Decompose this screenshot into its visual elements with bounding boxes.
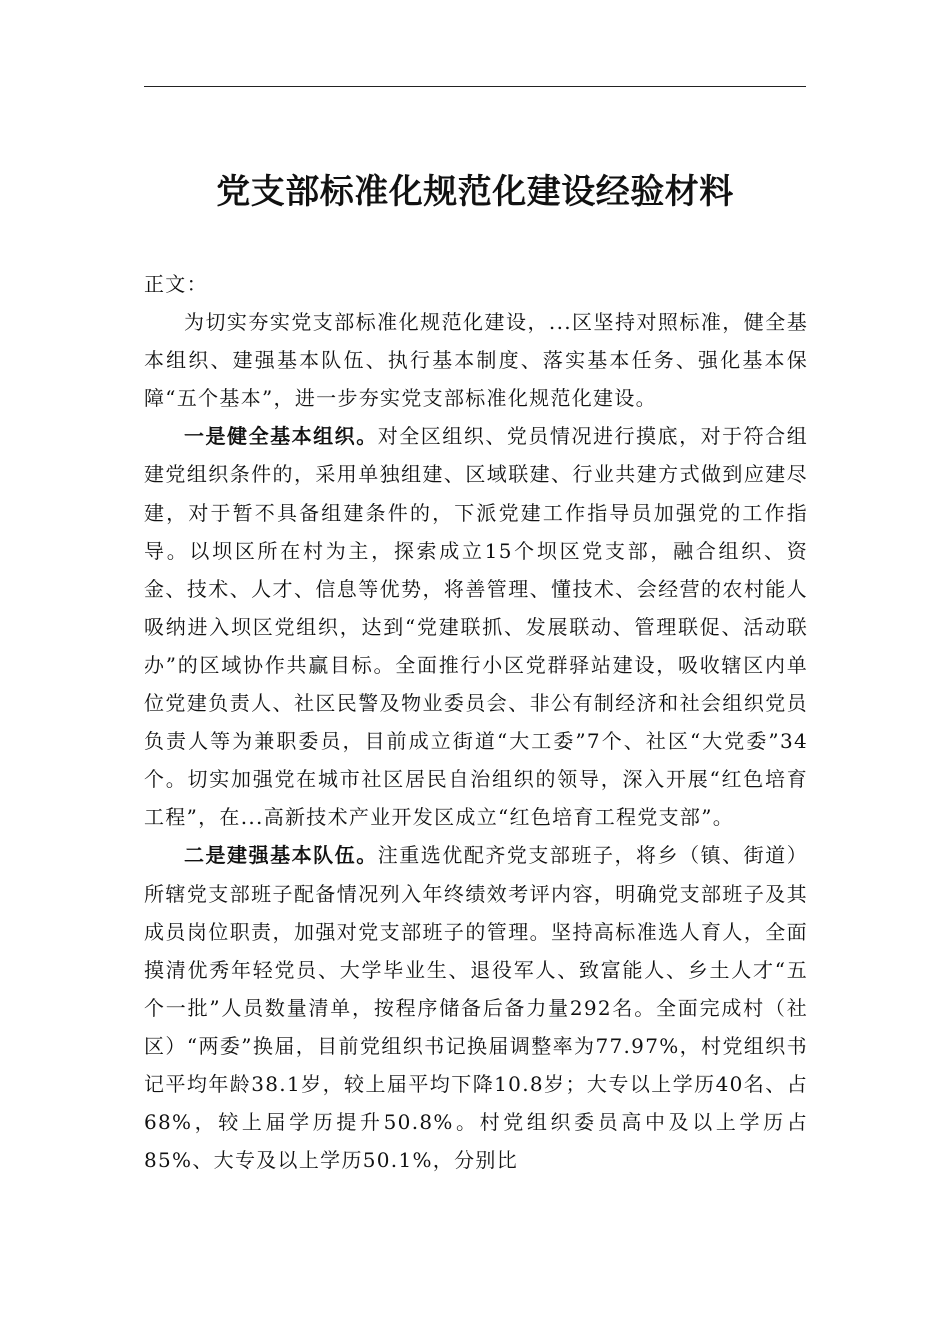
paragraph-basic-team xyxy=(144,836,808,1179)
paragraph-basic-organization xyxy=(144,417,808,836)
paragraph-intro xyxy=(144,303,808,417)
paragraph-lead: 一是健全基本组织。 xyxy=(184,424,378,449)
paragraph-lead: 二是建强基本队伍。 xyxy=(184,843,378,868)
paragraph-text: 注重选优配齐党支部班子，将乡（镇、街道）所辖党支部班子配备情况列入年终绩效考评内容，明确党支部班子及其成员岗位职责，加强对党支部班子的管理。坚持高标准选人育人，全面摸清优秀年轻党员、大学毕业生、退役军人、致富能人、乡土人才“五个一批”人员数量清单，按程序储备后备力量292名。全面完成村（社区）“两委”换届，目前党组织书记换届调整率为77.97%，村党组织书记平均年龄38.1岁，较上届平均下降10.8岁；大专以上学历40名、占68%，较上届学历提升50.8%。村党组织委员高中及以上学历占85%、大专及以上学历50.1%，分别比 xyxy=(144,843,809,1173)
body-label: 正文： xyxy=(144,272,208,296)
document-title: 党支部标准化规范化建设经验材料 xyxy=(216,172,734,212)
paragraph-text: 为切实夯实党支部标准化规范化建设，...区坚持对照标准，健全基本组织、建强基本队伍、执行基本制度、落实基本任务、强化基本保障“五个基本”，进一步夯实党支部标准化规范化建设。 xyxy=(144,310,808,411)
header-rule xyxy=(144,86,806,87)
paragraph-text: 对全区组织、党员情况进行摸底，对于符合组建党组织条件的，采用单独组建、区域联建、行业共建方式做到应建尽建，对于暂不具备组建条件的，下派党建工作指导员加强党的工作指导。以坝区所在村为主，探索成立15个坝区党支部，融合组织、资金、技术、人才、信息等优势，将善管理、懂技术、会经营的农村能人吸纳进入坝区党组织，达到“党建联抓、发展联动、管理联促、活动联办”的区域协作共赢目标。全面推行小区党群驿站建设，吸收辖区内单位党建负责人、社区民警及物业委员会、非公有制经济和社会组织党员负责人等为兼职委员，目前成立街道“大工委”7个、社区“大党委”34个。切实加强党在城市社区居民自治组织的领导，深入开展“红色培育工程”，在...高新技术产业开发区成立“红色培育工程党支部”。 xyxy=(144,424,809,830)
document-body xyxy=(144,265,808,1179)
